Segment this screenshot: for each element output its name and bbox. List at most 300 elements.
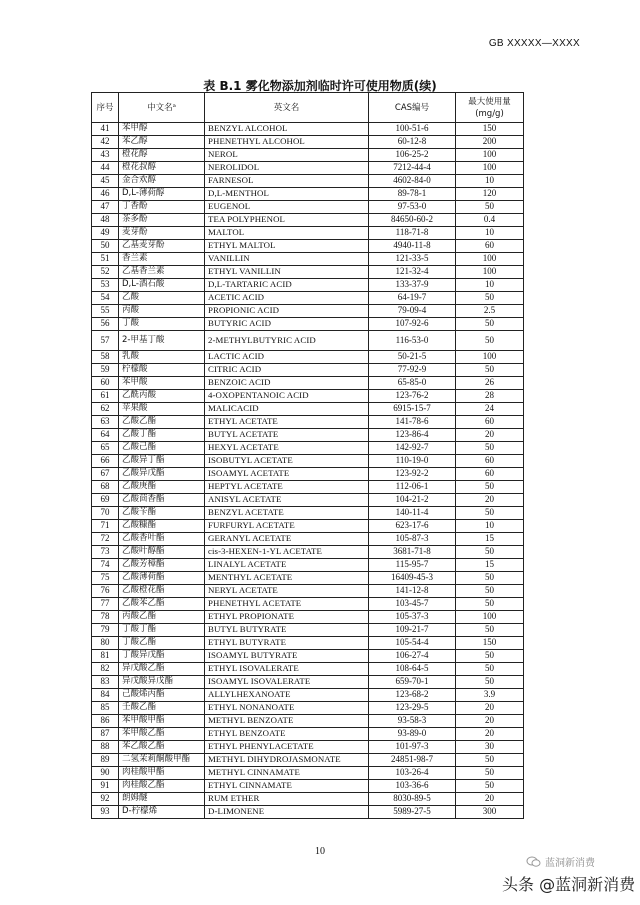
table-row xyxy=(92,429,524,442)
row-number: 64 xyxy=(92,429,119,442)
max-usage: 50 xyxy=(456,598,524,611)
row-number: 79 xyxy=(92,624,119,637)
cas-number: 103-26-4 xyxy=(369,767,456,780)
chinese-name: 乙酸薄荷酯 xyxy=(119,572,205,585)
row-number: 63 xyxy=(92,416,119,429)
chinese-name: 乙酸橙花酯 xyxy=(119,585,205,598)
watermark-logo-icon xyxy=(526,856,541,868)
cas-number: 123-68-2 xyxy=(369,689,456,702)
max-usage: 50 xyxy=(456,364,524,377)
max-usage: 100 xyxy=(456,149,524,162)
row-number: 84 xyxy=(92,689,119,702)
cas-number: 84650-60-2 xyxy=(369,214,456,227)
chinese-name: 壬酸乙酯 xyxy=(119,702,205,715)
watermark-small: 蓝洞新消费 xyxy=(545,858,595,869)
cas-number: 64-19-7 xyxy=(369,292,456,305)
chinese-name: 乙酸 xyxy=(119,292,205,305)
table-row xyxy=(92,416,524,429)
english-name: MENTHYL ACETATE xyxy=(205,572,369,585)
max-usage: 50 xyxy=(456,292,524,305)
row-number: 45 xyxy=(92,175,119,188)
cas-number: 16409-45-3 xyxy=(369,572,456,585)
max-usage: 50 xyxy=(456,442,524,455)
row-number: 65 xyxy=(92,442,119,455)
english-name: NEROLIDOL xyxy=(205,162,369,175)
english-name: ALLYLHEXANOATE xyxy=(205,689,369,702)
row-number: 62 xyxy=(92,403,119,416)
cas-number: 106-25-2 xyxy=(369,149,456,162)
cas-number: 105-87-3 xyxy=(369,533,456,546)
row-number: 54 xyxy=(92,292,119,305)
chinese-name: 橙花叔醇 xyxy=(119,162,205,175)
cas-number: 123-92-2 xyxy=(369,468,456,481)
table-row xyxy=(92,663,524,676)
table-row xyxy=(92,331,524,351)
max-usage: 100 xyxy=(456,266,524,279)
table-row xyxy=(92,123,524,136)
english-name: RUM ETHER xyxy=(205,793,369,806)
chinese-name: 苹果酸 xyxy=(119,403,205,416)
max-usage: 120 xyxy=(456,188,524,201)
chinese-name: 乳酸 xyxy=(119,351,205,364)
row-number: 56 xyxy=(92,318,119,331)
chinese-name: 乙基香兰素 xyxy=(119,266,205,279)
cas-number: 93-89-0 xyxy=(369,728,456,741)
table-row xyxy=(92,468,524,481)
cas-number: 118-71-8 xyxy=(369,227,456,240)
col-header-en: 英文名 xyxy=(205,93,369,123)
chinese-name: 异戊酸异戊酯 xyxy=(119,676,205,689)
chinese-name: 柠檬酸 xyxy=(119,364,205,377)
row-number: 74 xyxy=(92,559,119,572)
max-usage: 0.4 xyxy=(456,214,524,227)
max-usage: 20 xyxy=(456,793,524,806)
cas-number: 140-11-4 xyxy=(369,507,456,520)
english-name: ETHYL VANILLIN xyxy=(205,266,369,279)
cas-number: 121-33-5 xyxy=(369,253,456,266)
row-number: 77 xyxy=(92,598,119,611)
chinese-name: 乙酸庚酯 xyxy=(119,481,205,494)
english-name: MALICACID xyxy=(205,403,369,416)
cas-number: 623-17-6 xyxy=(369,520,456,533)
row-number: 55 xyxy=(92,305,119,318)
table-row xyxy=(92,585,524,598)
chinese-name: 苯甲醇 xyxy=(119,123,205,136)
english-name: BENZYL ALCOHOL xyxy=(205,123,369,136)
english-name: NEROL xyxy=(205,149,369,162)
max-usage: 20 xyxy=(456,715,524,728)
row-number: 68 xyxy=(92,481,119,494)
row-number: 66 xyxy=(92,455,119,468)
table-row xyxy=(92,201,524,214)
cas-number: 108-64-5 xyxy=(369,663,456,676)
cas-number: 4940-11-8 xyxy=(369,240,456,253)
table-row xyxy=(92,442,524,455)
english-name: ISOAMYL BUTYRATE xyxy=(205,650,369,663)
table-row xyxy=(92,162,524,175)
table-row xyxy=(92,136,524,149)
cas-number: 141-12-8 xyxy=(369,585,456,598)
max-usage: 200 xyxy=(456,136,524,149)
table-row xyxy=(92,793,524,806)
english-name: D,L-MENTHOL xyxy=(205,188,369,201)
row-number: 47 xyxy=(92,201,119,214)
col-header-cas: CAS编号 xyxy=(369,93,456,123)
english-name: HEPTYL ACETATE xyxy=(205,481,369,494)
table-row xyxy=(92,390,524,403)
english-name: cis-3-HEXEN-1-YL ACETATE xyxy=(205,546,369,559)
max-usage: 2.5 xyxy=(456,305,524,318)
english-name: D-LIMONENE xyxy=(205,806,369,819)
chinese-name: 丙酸 xyxy=(119,305,205,318)
chinese-name: 乙酰丙酸 xyxy=(119,390,205,403)
english-name: 4-OXOPENTANOIC ACID xyxy=(205,390,369,403)
english-name: ISOBUTYL ACETATE xyxy=(205,455,369,468)
table-row xyxy=(92,767,524,780)
cas-number: 8030-89-5 xyxy=(369,793,456,806)
max-usage: 50 xyxy=(456,767,524,780)
cas-number: 89-78-1 xyxy=(369,188,456,201)
max-usage: 50 xyxy=(456,572,524,585)
cas-number: 7212-44-4 xyxy=(369,162,456,175)
chinese-name: 朗姆醚 xyxy=(119,793,205,806)
max-usage: 100 xyxy=(456,351,524,364)
english-name: METHYL CINNAMATE xyxy=(205,767,369,780)
table-row xyxy=(92,624,524,637)
chinese-name: 丙酸乙酯 xyxy=(119,611,205,624)
table-row xyxy=(92,780,524,793)
table-row xyxy=(92,728,524,741)
chinese-name: 己酸烯丙酯 xyxy=(119,689,205,702)
chinese-name: 橙花醇 xyxy=(119,149,205,162)
max-usage: 60 xyxy=(456,455,524,468)
english-name: BUTYRIC ACID xyxy=(205,318,369,331)
row-number: 86 xyxy=(92,715,119,728)
max-usage: 10 xyxy=(456,227,524,240)
cas-number: 5989-27-5 xyxy=(369,806,456,819)
cas-number: 105-54-4 xyxy=(369,637,456,650)
chinese-name: 二氢茉莉酮酸甲酯 xyxy=(119,754,205,767)
cas-number: 109-21-7 xyxy=(369,624,456,637)
row-number: 52 xyxy=(92,266,119,279)
col-header-no: 序号 xyxy=(92,93,119,123)
table-row xyxy=(92,741,524,754)
cas-number: 115-95-7 xyxy=(369,559,456,572)
chinese-name: 乙酸糠酯 xyxy=(119,520,205,533)
cas-number: 116-53-0 xyxy=(369,331,456,351)
row-number: 49 xyxy=(92,227,119,240)
english-name: ETHYL ISOVALERATE xyxy=(205,663,369,676)
table-row xyxy=(92,188,524,201)
english-name: ETHYL MALTOL xyxy=(205,240,369,253)
english-name: LINALYL ACETATE xyxy=(205,559,369,572)
max-usage: 50 xyxy=(456,624,524,637)
chinese-name: 苯乙酸乙酯 xyxy=(119,741,205,754)
cas-number: 103-36-6 xyxy=(369,780,456,793)
english-name: ACETIC ACID xyxy=(205,292,369,305)
row-number: 41 xyxy=(92,123,119,136)
row-number: 70 xyxy=(92,507,119,520)
cas-number: 60-12-8 xyxy=(369,136,456,149)
english-name: PHENETHYL ALCOHOL xyxy=(205,136,369,149)
english-name: ISOAMYL ACETATE xyxy=(205,468,369,481)
row-number: 59 xyxy=(92,364,119,377)
max-usage: 50 xyxy=(456,507,524,520)
row-number: 71 xyxy=(92,520,119,533)
table-row xyxy=(92,689,524,702)
row-number: 81 xyxy=(92,650,119,663)
chinese-name: 苯甲酸 xyxy=(119,377,205,390)
english-name: ETHYL PROPIONATE xyxy=(205,611,369,624)
english-name: ETHYL NONANOATE xyxy=(205,702,369,715)
english-name: 2-METHYLBUTYRIC ACID xyxy=(205,331,369,351)
cas-number: 24851-98-7 xyxy=(369,754,456,767)
chinese-name: 丁酸 xyxy=(119,318,205,331)
cas-number: 110-19-0 xyxy=(369,455,456,468)
table-header-row xyxy=(92,93,524,123)
chinese-name: 肉桂酸乙酯 xyxy=(119,780,205,793)
row-number: 46 xyxy=(92,188,119,201)
chinese-name: 乙酸茴香酯 xyxy=(119,494,205,507)
english-name: CITRIC ACID xyxy=(205,364,369,377)
table-row xyxy=(92,676,524,689)
max-usage: 50 xyxy=(456,676,524,689)
row-number: 48 xyxy=(92,214,119,227)
table-row xyxy=(92,305,524,318)
row-number: 44 xyxy=(92,162,119,175)
english-name: ANISYL ACETATE xyxy=(205,494,369,507)
table-row xyxy=(92,715,524,728)
cas-number: 142-92-7 xyxy=(369,442,456,455)
row-number: 85 xyxy=(92,702,119,715)
chinese-name: 丁酸异戊酯 xyxy=(119,650,205,663)
english-name: LACTIC ACID xyxy=(205,351,369,364)
row-number: 78 xyxy=(92,611,119,624)
table-row xyxy=(92,637,524,650)
english-name: FARNESOL xyxy=(205,175,369,188)
max-usage: 100 xyxy=(456,611,524,624)
max-usage: 50 xyxy=(456,585,524,598)
page-number: 10 xyxy=(315,846,325,857)
table-row xyxy=(92,403,524,416)
chinese-name: 麦芽酚 xyxy=(119,227,205,240)
table-row xyxy=(92,494,524,507)
row-number: 57 xyxy=(92,331,119,351)
max-usage: 100 xyxy=(456,162,524,175)
chinese-name: 乙酸己酯 xyxy=(119,442,205,455)
chinese-name: 乙酸苯乙酯 xyxy=(119,598,205,611)
chinese-name: 苯乙醇 xyxy=(119,136,205,149)
cas-number: 659-70-1 xyxy=(369,676,456,689)
chinese-name: 肉桂酸甲酯 xyxy=(119,767,205,780)
row-number: 93 xyxy=(92,806,119,819)
table-row xyxy=(92,572,524,585)
row-number: 60 xyxy=(92,377,119,390)
max-usage: 60 xyxy=(456,468,524,481)
table-row xyxy=(92,214,524,227)
table-row xyxy=(92,227,524,240)
row-number: 89 xyxy=(92,754,119,767)
chinese-name: 异戊酸乙酯 xyxy=(119,663,205,676)
max-usage: 50 xyxy=(456,650,524,663)
chinese-name: D-柠檬烯 xyxy=(119,806,205,819)
row-number: 72 xyxy=(92,533,119,546)
english-name: VANILLIN xyxy=(205,253,369,266)
chinese-name: 茶多酚 xyxy=(119,214,205,227)
cas-number: 123-29-5 xyxy=(369,702,456,715)
table-row xyxy=(92,702,524,715)
chinese-name: 苯甲酸乙酯 xyxy=(119,728,205,741)
chinese-name: 丁酸乙酯 xyxy=(119,637,205,650)
table-row xyxy=(92,546,524,559)
max-usage: 50 xyxy=(456,481,524,494)
english-name: NERYL ACETATE xyxy=(205,585,369,598)
chinese-name: 乙酸乙酯 xyxy=(119,416,205,429)
row-number: 58 xyxy=(92,351,119,364)
cas-number: 50-21-5 xyxy=(369,351,456,364)
row-number: 83 xyxy=(92,676,119,689)
cas-number: 106-27-4 xyxy=(369,650,456,663)
cas-number: 4602-84-0 xyxy=(369,175,456,188)
table-row xyxy=(92,754,524,767)
row-number: 88 xyxy=(92,741,119,754)
chinese-name: D,L-薄荷醇 xyxy=(119,188,205,201)
table-title: 表 B.1 雾化物添加剂临时许可使用物质(续) xyxy=(203,79,437,93)
standard-code: GB XXXXX—XXXX xyxy=(488,38,580,49)
chinese-name: 乙酸香叶酯 xyxy=(119,533,205,546)
table-row xyxy=(92,240,524,253)
table-row xyxy=(92,377,524,390)
cas-number: 97-53-0 xyxy=(369,201,456,214)
english-name: EUGENOL xyxy=(205,201,369,214)
cas-number: 3681-71-8 xyxy=(369,546,456,559)
table-row xyxy=(92,279,524,292)
max-usage: 50 xyxy=(456,546,524,559)
english-name: ETHYL CINNAMATE xyxy=(205,780,369,793)
cas-number: 133-37-9 xyxy=(369,279,456,292)
cas-number: 100-51-6 xyxy=(369,123,456,136)
max-usage: 50 xyxy=(456,201,524,214)
cas-number: 123-86-4 xyxy=(369,429,456,442)
english-name: BUTYL ACETATE xyxy=(205,429,369,442)
chinese-name: 丁酸丁酯 xyxy=(119,624,205,637)
max-usage: 50 xyxy=(456,754,524,767)
english-name: PROPIONIC ACID xyxy=(205,305,369,318)
max-usage: 20 xyxy=(456,702,524,715)
additive-table xyxy=(91,92,524,819)
chinese-name: 乙酸苄酯 xyxy=(119,507,205,520)
chinese-name: 苯甲酸甲酯 xyxy=(119,715,205,728)
max-usage: 60 xyxy=(456,416,524,429)
table-row xyxy=(92,149,524,162)
max-usage: 150 xyxy=(456,637,524,650)
table-row xyxy=(92,266,524,279)
row-number: 80 xyxy=(92,637,119,650)
max-usage: 20 xyxy=(456,494,524,507)
cas-number: 123-76-2 xyxy=(369,390,456,403)
table-row xyxy=(92,533,524,546)
max-usage: 10 xyxy=(456,279,524,292)
max-usage: 150 xyxy=(456,123,524,136)
english-name: ETHYL PHENYLACETATE xyxy=(205,741,369,754)
table-row xyxy=(92,253,524,266)
table-row xyxy=(92,507,524,520)
max-usage: 100 xyxy=(456,253,524,266)
english-name: ETHYL BUTYRATE xyxy=(205,637,369,650)
english-name: BENZYL ACETATE xyxy=(205,507,369,520)
watermark-text: 头条 @蓝洞新消费 xyxy=(502,875,636,894)
max-usage: 15 xyxy=(456,559,524,572)
max-usage: 50 xyxy=(456,331,524,351)
cas-number: 93-58-3 xyxy=(369,715,456,728)
english-name: GERANYL ACETATE xyxy=(205,533,369,546)
chinese-name: 乙基麦芽酚 xyxy=(119,240,205,253)
english-name: METHYL DIHYDROJASMONATE xyxy=(205,754,369,767)
cas-number: 77-92-9 xyxy=(369,364,456,377)
max-usage: 50 xyxy=(456,318,524,331)
english-name: METHYL BENZOATE xyxy=(205,715,369,728)
table-row xyxy=(92,598,524,611)
english-name: ETHYL ACETATE xyxy=(205,416,369,429)
cas-number: 141-78-6 xyxy=(369,416,456,429)
row-number: 42 xyxy=(92,136,119,149)
english-name: ISOAMYL ISOVALERATE xyxy=(205,676,369,689)
table-row xyxy=(92,455,524,468)
row-number: 92 xyxy=(92,793,119,806)
chinese-name: 2-甲基丁酸 xyxy=(119,331,205,351)
max-usage: 24 xyxy=(456,403,524,416)
english-name: TEA POLYPHENOL xyxy=(205,214,369,227)
max-usage: 30 xyxy=(456,741,524,754)
max-usage: 28 xyxy=(456,390,524,403)
cas-number: 6915-15-7 xyxy=(369,403,456,416)
chinese-name: 香兰素 xyxy=(119,253,205,266)
english-name: FURFURYL ACETATE xyxy=(205,520,369,533)
cas-number: 101-97-3 xyxy=(369,741,456,754)
row-number: 75 xyxy=(92,572,119,585)
row-number: 91 xyxy=(92,780,119,793)
table-row xyxy=(92,611,524,624)
max-usage: 60 xyxy=(456,240,524,253)
row-number: 51 xyxy=(92,253,119,266)
row-number: 53 xyxy=(92,279,119,292)
english-name: BENZOIC ACID xyxy=(205,377,369,390)
table-row xyxy=(92,318,524,331)
row-number: 61 xyxy=(92,390,119,403)
max-usage: 50 xyxy=(456,780,524,793)
chinese-name: 乙酸丁酯 xyxy=(119,429,205,442)
cas-number: 79-09-4 xyxy=(369,305,456,318)
col-header-cn: 中文名ᵃ xyxy=(119,93,205,123)
table-row xyxy=(92,481,524,494)
chinese-name: 金合欢醇 xyxy=(119,175,205,188)
cas-number: 107-92-6 xyxy=(369,318,456,331)
cas-number: 65-85-0 xyxy=(369,377,456,390)
row-number: 73 xyxy=(92,546,119,559)
table-row xyxy=(92,806,524,819)
row-number: 43 xyxy=(92,149,119,162)
chinese-name: 乙酸异丁酯 xyxy=(119,455,205,468)
max-usage: 10 xyxy=(456,175,524,188)
cas-number: 121-32-4 xyxy=(369,266,456,279)
row-number: 87 xyxy=(92,728,119,741)
chinese-name: 乙酸芳樟酯 xyxy=(119,559,205,572)
max-usage: 50 xyxy=(456,663,524,676)
table-row xyxy=(92,650,524,663)
cas-number: 105-37-3 xyxy=(369,611,456,624)
table-row xyxy=(92,351,524,364)
max-usage: 3.9 xyxy=(456,689,524,702)
